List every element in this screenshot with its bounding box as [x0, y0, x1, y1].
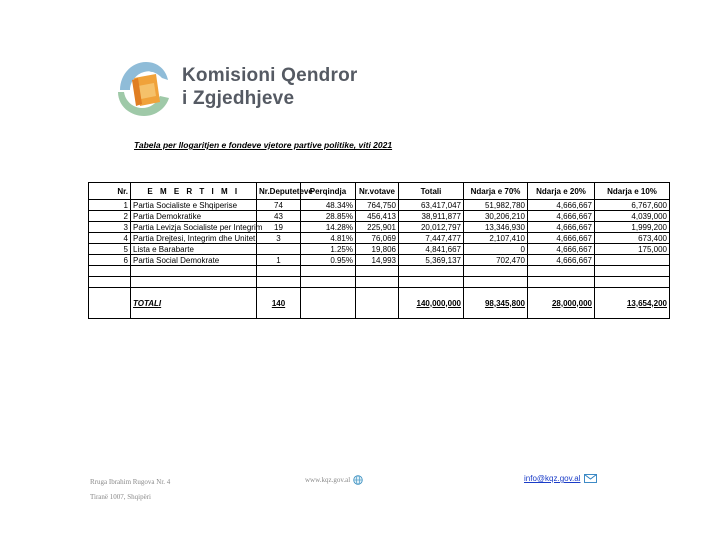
cell-name: Partia Social Demokrate	[131, 255, 257, 266]
table-row	[89, 255, 670, 266]
cell-d20: 4,666,667	[528, 244, 595, 255]
footer-website[interactable]	[305, 475, 363, 485]
footer-email[interactable]	[524, 474, 597, 483]
cell-d70: 13,346,930	[464, 222, 528, 233]
header-nr: Nr.	[89, 183, 131, 200]
header-d20: Ndarja e 20%	[528, 183, 595, 200]
cell-nr: 2	[89, 211, 131, 222]
cell-total: 63,417,047	[399, 200, 464, 211]
cell-d10	[595, 255, 670, 266]
cell-d10: 6,767,600	[595, 200, 670, 211]
cell-d70: 51,982,780	[464, 200, 528, 211]
logo-text-line2: i Zgjedhjeve	[182, 88, 295, 109]
table-row	[89, 244, 670, 255]
cell-nr: 3	[89, 222, 131, 233]
footer-email-link[interactable]: info@kqz.gov.al	[524, 474, 581, 483]
header-deputies: Nr.Deputeteve	[257, 183, 301, 200]
logo-text-line1: Komisioni Qendror	[182, 65, 358, 86]
total-label: TOTALI	[133, 298, 162, 308]
cell-deputies: 3	[257, 233, 301, 244]
cell-d70: 2,107,410	[464, 233, 528, 244]
cell-percent: 4.81%	[301, 233, 356, 244]
table-total-row	[89, 288, 670, 319]
kqz-logo	[112, 56, 392, 120]
cell-nr: 4	[89, 233, 131, 244]
table-row-empty	[89, 266, 670, 277]
cell-d20: 4,666,667	[528, 211, 595, 222]
cell-name: Partia Demokratike	[131, 211, 257, 222]
cell-d70: 30,206,210	[464, 211, 528, 222]
cell-d10: 1,999,200	[595, 222, 670, 233]
cell-percent: 14.28%	[301, 222, 356, 233]
kqz-emblem-icon	[112, 56, 174, 120]
cell-d70: 0	[464, 244, 528, 255]
cell-total: 7,447,477	[399, 233, 464, 244]
cell-total: 38,911,877	[399, 211, 464, 222]
cell-total: 5,369,137	[399, 255, 464, 266]
cell-deputies: 43	[257, 211, 301, 222]
header-total: Totali	[399, 183, 464, 200]
globe-icon	[353, 475, 363, 485]
cell-name: Partia Socialiste e Shqiperise	[131, 200, 257, 211]
table-header-row	[89, 183, 670, 200]
table-row-empty	[89, 277, 670, 288]
total-total: 140,000,000	[416, 298, 461, 308]
table-row	[89, 200, 670, 211]
total-d10: 13,654,200	[626, 298, 667, 308]
cell-name: Partia Levizja Socialiste per Integrim	[131, 222, 257, 233]
cell-d10: 175,000	[595, 244, 670, 255]
header-d10: Ndarja e 10%	[595, 183, 670, 200]
cell-total: 4,841,667	[399, 244, 464, 255]
total-deputies: 140	[271, 298, 286, 308]
cell-percent: 1.25%	[301, 244, 356, 255]
header-name: E M E R T I M I	[131, 183, 257, 200]
total-d70: 98,345,800	[484, 298, 525, 308]
cell-d70: 702,470	[464, 255, 528, 266]
footer-address	[90, 475, 170, 505]
footer-website-text[interactable]: www.kqz.gov.al	[305, 476, 351, 484]
cell-d20: 4,666,667	[528, 233, 595, 244]
funds-table	[88, 182, 670, 319]
header-percent: Perqindja	[301, 183, 356, 200]
cell-votes: 764,750	[356, 200, 399, 211]
cell-votes: 76,069	[356, 233, 399, 244]
cell-nr: 6	[89, 255, 131, 266]
header-d70: Ndarja e 70%	[464, 183, 528, 200]
cell-percent: 28.85%	[301, 211, 356, 222]
total-d20: 28,000,000	[551, 298, 592, 308]
cell-deputies: 74	[257, 200, 301, 211]
envelope-icon	[584, 474, 597, 483]
cell-deputies: 19	[257, 222, 301, 233]
cell-nr: 1	[89, 200, 131, 211]
cell-d20: 4,666,667	[528, 222, 595, 233]
cell-percent: 48.34%	[301, 200, 356, 211]
table-row	[89, 222, 670, 233]
cell-total: 20,012,797	[399, 222, 464, 233]
cell-votes: 19,806	[356, 244, 399, 255]
cell-name: Lista e Barabarte	[131, 244, 257, 255]
footer-address-line2: Tiranë 1007, Shqipëri	[90, 493, 151, 501]
cell-percent: 0.95%	[301, 255, 356, 266]
cell-votes: 14,993	[356, 255, 399, 266]
cell-nr: 5	[89, 244, 131, 255]
cell-deputies	[257, 244, 301, 255]
cell-d10: 4,039,000	[595, 211, 670, 222]
document-title: Tabela per llogaritjen e fondeve vjetore partive politike, viti 2021	[134, 140, 393, 150]
cell-d20: 4,666,667	[528, 200, 595, 211]
cell-deputies: 1	[257, 255, 301, 266]
cell-votes: 225,901	[356, 222, 399, 233]
table-row	[89, 233, 670, 244]
cell-d20: 4,666,667	[528, 255, 595, 266]
cell-votes: 456,413	[356, 211, 399, 222]
cell-d10: 673,400	[595, 233, 670, 244]
footer-address-line1: Rruga Ibrahim Rugova Nr. 4	[90, 478, 171, 486]
header-votes: Nr.votave	[356, 183, 399, 200]
cell-name: Partia Drejtesi, Integrim dhe Unitet	[131, 233, 257, 244]
table-row	[89, 211, 670, 222]
